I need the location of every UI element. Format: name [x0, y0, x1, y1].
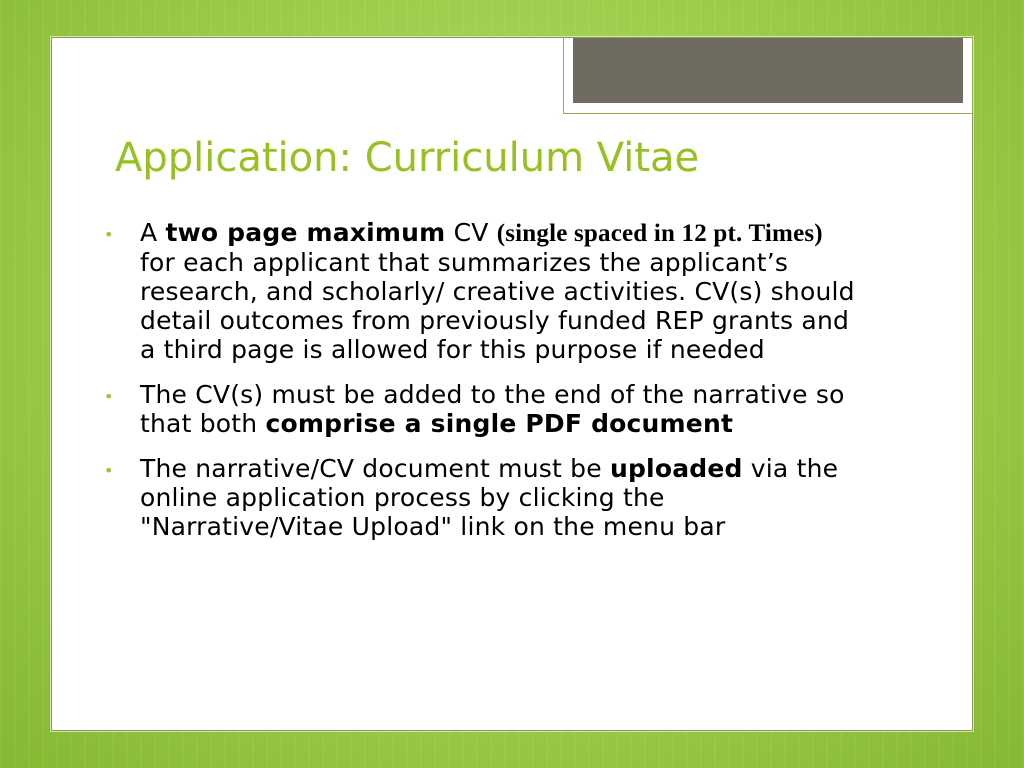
- bullet-dot-icon: •: [104, 387, 114, 406]
- bullet-item-upload: [100, 454, 860, 541]
- text-span: CV: [445, 218, 497, 247]
- bullet-item-single-pdf: [100, 380, 860, 438]
- bullet-dot-icon: •: [104, 461, 114, 480]
- text-span: for each applicant that summarizes the applicant’s research, and scholarly/ creative activities. CV(s) should detail outcomes from previously funded REP grants and a third page is allowed for this purpose if needed: [140, 248, 855, 364]
- slide-title: Application: Curriculum Vitae: [115, 135, 700, 181]
- text-span: A: [140, 218, 166, 247]
- header-tab-fill: [573, 38, 963, 103]
- emphasis-text: comprise a single PDF document: [265, 409, 734, 438]
- bullet-text: [140, 218, 860, 364]
- text-span: The narrative/CV document must be: [140, 454, 610, 483]
- bullet-text: [140, 380, 860, 438]
- bullet-item-cv-length: [100, 218, 860, 364]
- text-span: via the online application process by clicking the "Narrative/Vitae Upload" link on the menu bar: [140, 454, 839, 541]
- bullet-dot-icon: •: [104, 225, 114, 244]
- header-tab-decoration: [563, 38, 973, 114]
- text-span: The CV(s) must be added to the end of the narrative so that both: [140, 380, 845, 438]
- bullet-list: [100, 218, 860, 541]
- bullet-text: [140, 454, 860, 541]
- emphasis-text: uploaded: [609, 454, 743, 483]
- emphasis-text: two page maximum: [165, 218, 446, 247]
- font-note: (single spaced in 12 pt. Times): [496, 220, 823, 247]
